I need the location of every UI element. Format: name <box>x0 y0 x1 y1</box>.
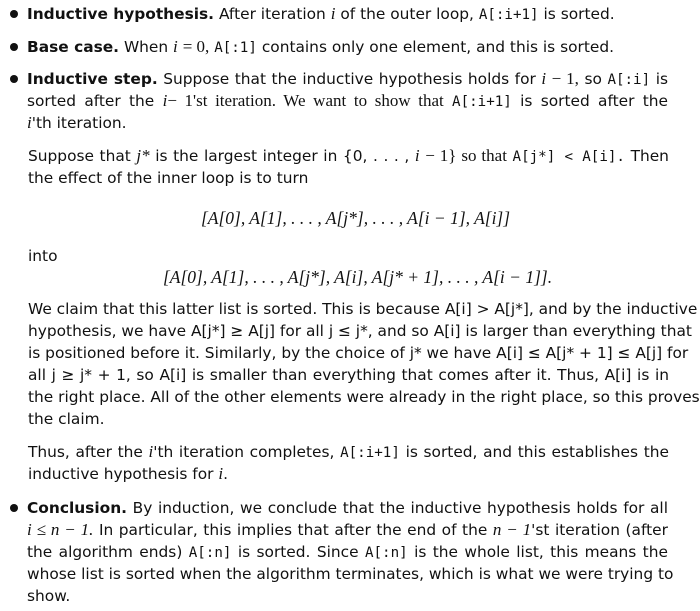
display-formula-after: [A[0], A[1], . . . , A[j*], A[i], A[j* + 1], . . . , A[i − 1]]. <box>163 267 553 287</box>
proof-document: Inductive hypothesis. After iteration i of the outer loop, A[:i+1] is sorted. Base case. When i = 0, A[:1] contains only one element, and this is sorted. Inductive step. Suppose that the inductive hypothesis holds for i − 1, so A[:i] is sorted after the i− 1'st iteration. We want to show that A[:i+1] is sorted after the i'th iteration. Suppose that j* is the largest integer in {0, . . . , i − 1} so that A[j*] < A[i]. Then the effect of the inner loop is to turn [A[0], A[1], . . . , A[j*], . . . , A[i − 1], A[i]] into [A[0], A[1], . . . , A[j*], A[i], A[j* + 1], . . . , A[i − 1]]. We claim that this latter list is sorted. This is because A[i] > A[j*], and by the inductive hypothesis, we have A[j*] ≥ A[j] for all j ≤ j*, and so A[i] is larger than everything that is positioned before it. Similarly, by the choice of j* we have A[i] ≤ A[j* + 1] ≤ A[j] for all j ≥ j* + 1, so A[i] is smaller than everything that comes after it. Thus, A[i] is in the right place. All of the other elements were already in the right place, so this proves the claim. Thus, after the i'th iteration completes, A[:i+1] is sorted, and this establishes the inductive hypothesis for i. Conclusion. By induction, we conclude that the inductive hypothesis holds for all i ≤ n − 1. In particular, this implies that after the end of the n − 1'st iteration (after the algorithm ends) A[:n] is sorted. Since A[:n] is the whole list, this means the whose list is sorted when the algorithm terminates, which is what we were trying to show. <box>0 0 700 611</box>
bullet-dot-icon <box>10 75 18 83</box>
paragraph-inner-loop: the effect of the inner loop is to turn <box>28 169 309 187</box>
bullet-dot-icon <box>10 504 18 512</box>
thus-line-2: inductive hypothesis for i. <box>28 464 229 483</box>
inductive-step-title: Inductive step. <box>27 70 158 88</box>
claim-line-4: all j ≥ j* + 1, so A[i] is smaller than everything that comes after it. Thus, A[i] is in <box>28 366 669 384</box>
claim-line-2: hypothesis, we have A[j*] ≥ A[j] for all j ≤ j*, and so A[i] is larger than everything that <box>28 322 692 340</box>
inductive-hypothesis-title: Inductive hypothesis. <box>27 5 215 23</box>
display-formula-before: [A[0], A[1], . . . , A[j*], . . . , A[i − 1], A[i]] <box>201 208 511 228</box>
claim-line-5: the right place. All of the other elements were already in the right place, so this proves <box>28 388 700 406</box>
conclusion-title: Conclusion. <box>27 499 127 517</box>
paragraph-largest-integer: Suppose that j* is the largest integer in {0, . . . , i − 1} so that A[j*] < A[i]. Then <box>28 146 669 165</box>
claim-line-6: the claim. <box>28 410 105 428</box>
thus-line-1: Thus, after the i'th iteration completes, A[:i+1] is sorted, and this establishes the <box>28 442 669 461</box>
base-case-title: Base case. <box>27 38 120 56</box>
bullet-dot-icon <box>10 10 18 18</box>
claim-line-3: is positioned before it. Similarly, by the choice of j* we have A[i] ≤ A[j* + 1] ≤ A[j] for <box>28 344 689 362</box>
claim-line-1: We claim that this latter list is sorted. This is because A[i] > A[j*], and by the inductive <box>28 300 698 318</box>
into-label: into <box>28 247 58 265</box>
bullet-dot-icon <box>10 43 18 51</box>
